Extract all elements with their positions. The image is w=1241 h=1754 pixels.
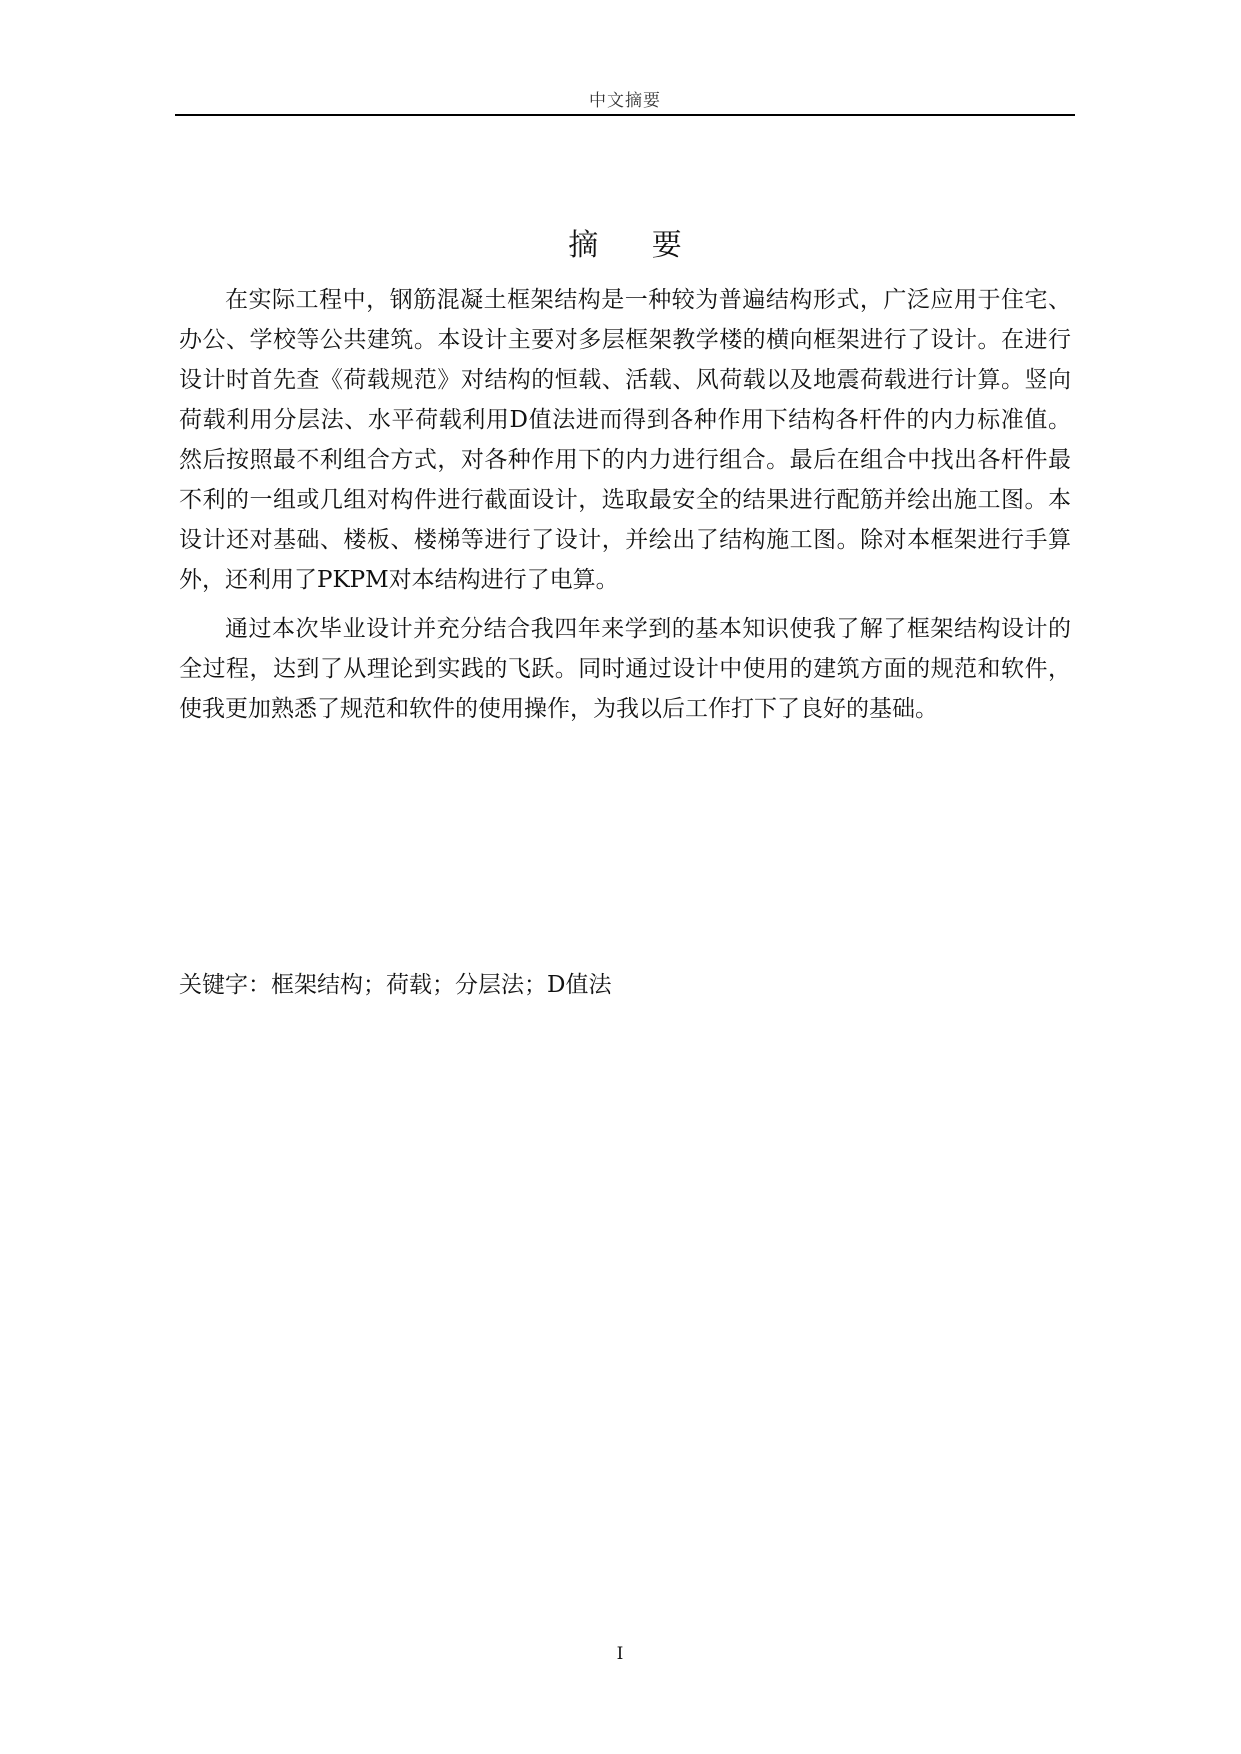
abstract-body (179, 280, 1071, 738)
abstract-heading: 摘 要 (568, 228, 704, 263)
abstract-paragraph-2: 通过本次毕业设计并充分结合我四年来学到的基本知识使我了解了框架结构设计的全过程，达到了从理论到实践的飞跃。同时通过设计中使用的建筑方面的规范和软件，使我更加熟悉了规范和软件的使用操作，为我以后工作打下了良好的基础。 (179, 616, 1071, 722)
keywords-line: 关键字：框架结构；荷载；分层法；D值法 (179, 972, 612, 998)
running-header: 中文摘要 (589, 91, 661, 111)
page-number: I (616, 1644, 624, 1664)
header-divider (175, 114, 1075, 116)
abstract-paragraph-1: 在实际工程中，钢筋混凝土框架结构是一种较为普遍结构形式，广泛应用于住宅、办公、学校等公共建筑。本设计主要对多层框架教学楼的横向框架进行了设计。在进行设计时首先查《荷载规范》对结构的恒载、活载、风荷载以及地震荷载进行计算。竖向荷载利用分层法、水平荷载利用D值法进而得到各种作用下结构各杆件的内力标准值。然后按照最不利组合方式，对各种作用下的内力进行组合。最后在组合中找出各杆件最不利的一组或几组对构件进行截面设计，选取最安全的结果进行配筋并绘出施工图。本设计还对基础、楼板、楼梯等进行了设计，并绘出了结构施工图。除对本框架进行手算外，还利用了PKPM对本结构进行了电算。 (179, 287, 1071, 593)
